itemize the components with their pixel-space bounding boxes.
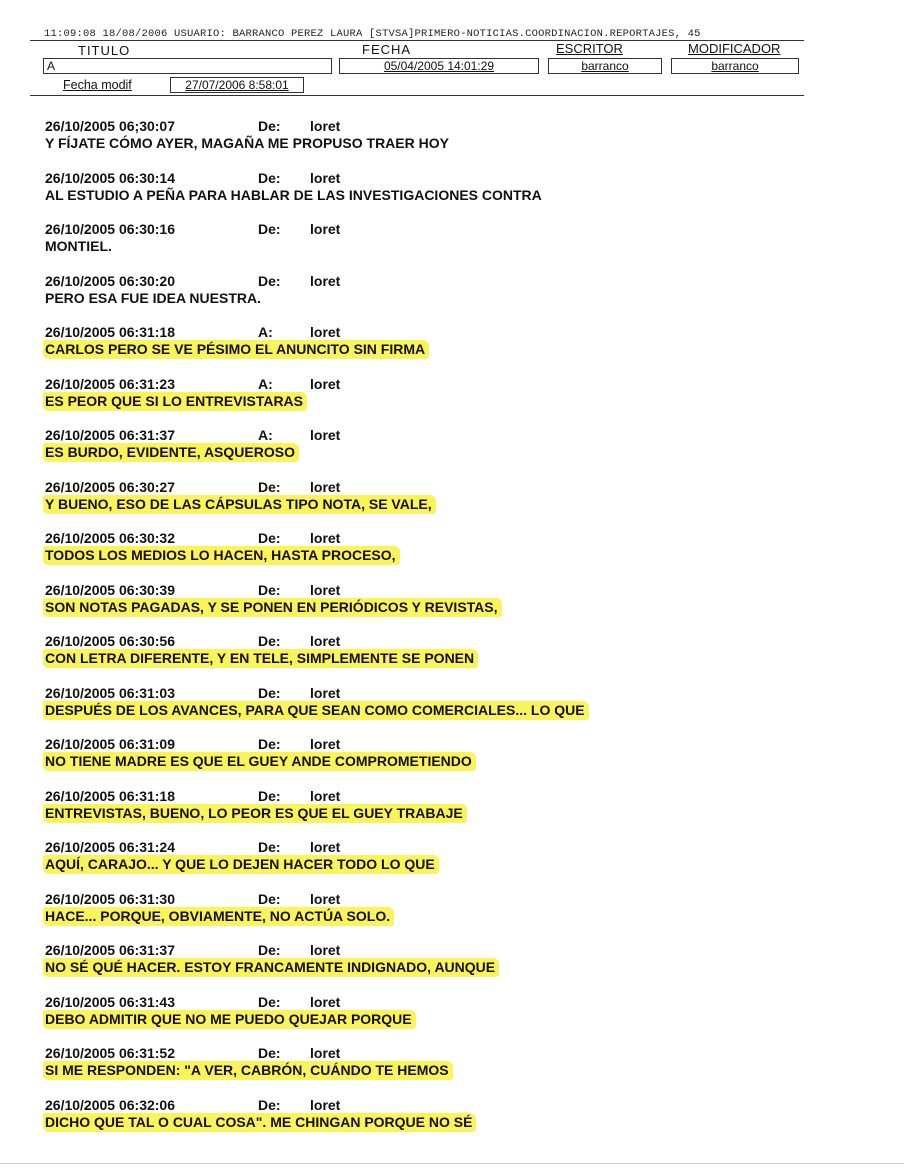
message-meta xyxy=(45,170,805,186)
message-entry xyxy=(45,994,805,1027)
message-text-row xyxy=(45,856,805,872)
highlighted-message-text: AQUÍ, CARAJO... Y QUE LO DEJEN HACER TODO LO QUE xyxy=(43,855,439,874)
message-direction: De: xyxy=(258,684,281,701)
message-meta xyxy=(45,273,805,289)
message-entry xyxy=(45,839,805,872)
message-entry xyxy=(45,685,805,718)
page-bottom-edge xyxy=(0,1163,904,1164)
highlighted-message-text: DICHO QUE TAL O CUAL COSA". ME CHINGAN PORQUE NO SÉ xyxy=(43,1113,476,1132)
message-direction: De: xyxy=(258,118,281,134)
message-timestamp: 26/10/2005 06:31:43 xyxy=(45,993,175,1010)
message-text-row xyxy=(45,959,805,975)
highlighted-message-text: Y BUENO, ESO DE LAS CÁPSULAS TIPO NOTA, SE VALE, xyxy=(43,495,436,514)
fecha-label: FECHA xyxy=(362,42,412,57)
message-entry xyxy=(45,1045,805,1078)
titulo-field: A xyxy=(43,58,332,74)
message-meta xyxy=(45,994,805,1010)
message-entry xyxy=(45,221,805,254)
message-entry xyxy=(45,273,805,306)
message-user: loret xyxy=(310,787,341,804)
print-header-line: 11:09:08 18/08/2006 USUARIO: BARRANCO PEREZ LAURA [STVSA]PRIMERO-NOTICIAS.COORDINACION.REPORTAJES, 45 xyxy=(44,28,701,40)
highlighted-message-text: NO TIENE MADRE ES QUE EL GUEY ANDE COMPROMETIENDO xyxy=(43,752,476,771)
message-meta xyxy=(45,1097,805,1113)
message-user: loret xyxy=(310,118,341,134)
message-text-row xyxy=(45,393,805,409)
highlighted-message-text: HACE... PORQUE, OBVIAMENTE, NO ACTÚA SOLO. xyxy=(43,907,394,926)
message-entry xyxy=(45,479,805,512)
highlighted-message-text: ES BURDO, EVIDENTE, ASQUEROSO xyxy=(43,443,299,462)
message-meta xyxy=(45,839,805,855)
highlighted-message-text: ENTREVISTAS, BUENO, LO PEOR ES QUE EL GUEY TRABAJE xyxy=(43,804,467,823)
message-direction: De: xyxy=(258,787,281,804)
message-direction: De: xyxy=(258,839,281,855)
modificador-label: MODIFICADOR xyxy=(688,41,781,56)
message-entry xyxy=(45,942,805,975)
message-entry xyxy=(45,170,805,203)
message-timestamp: 26/10/2005 06:30:16 xyxy=(45,221,175,237)
escritor-value: barranco xyxy=(581,59,629,73)
message-user: loret xyxy=(310,324,341,340)
message-direction: A: xyxy=(258,324,273,340)
message-meta xyxy=(45,376,805,392)
message-direction: De: xyxy=(258,581,281,598)
message-user: loret xyxy=(310,1045,341,1061)
message-timestamp: 26/10/2005 06:30:14 xyxy=(45,169,175,186)
highlighted-message-text: ES PEOR QUE SI LO ENTREVISTARAS xyxy=(43,392,307,411)
message-entry xyxy=(45,1097,805,1130)
escritor-field xyxy=(548,58,662,74)
message-direction: De: xyxy=(258,993,281,1010)
message-user: loret xyxy=(310,736,341,752)
highlighted-message-text: DEBO ADMITIR QUE NO ME PUEDO QUEJAR PORQUE xyxy=(43,1010,416,1029)
highlighted-message-text: TODOS LOS MEDIOS LO HACEN, HASTA PROCESO, xyxy=(43,546,400,565)
fecha-modif-label: Fecha modif xyxy=(63,78,132,92)
message-timestamp: 26/10/2005 06:31:37 xyxy=(45,427,175,443)
message-timestamp: 26/10/2005 06:30:32 xyxy=(45,530,175,546)
message-text-row xyxy=(45,496,805,512)
highlighted-message-text: SON NOTAS PAGADAS, Y SE PONEN EN PERIÓDICOS Y REVISTAS, xyxy=(43,598,502,617)
message-timestamp: 26/10/2005 06:31:18 xyxy=(45,787,175,804)
message-text: PERO ESA FUE IDEA NUESTRA. xyxy=(45,289,261,306)
message-direction: De: xyxy=(258,633,281,649)
message-text-row xyxy=(45,650,805,666)
message-direction: De: xyxy=(258,736,281,752)
message-text-row xyxy=(45,908,805,924)
fecha-value: 05/04/2005 14:01:29 xyxy=(383,59,495,73)
message-timestamp: 26/10/2005 06:31:03 xyxy=(45,684,175,701)
message-user: loret xyxy=(310,890,341,907)
message-direction: De: xyxy=(258,942,281,958)
message-user: loret xyxy=(310,375,341,392)
message-timestamp: 26/10/2005 06:31:09 xyxy=(45,736,175,752)
message-entry xyxy=(45,633,805,666)
message-timestamp: 26/10/2005 06;30:07 xyxy=(45,118,175,134)
message-direction: De: xyxy=(258,169,281,186)
message-text-row xyxy=(45,187,805,203)
message-text-row xyxy=(45,753,805,769)
message-user: loret xyxy=(310,427,341,443)
message-entry xyxy=(45,376,805,409)
message-meta xyxy=(45,427,805,443)
message-text-row xyxy=(45,547,805,563)
message-meta xyxy=(45,788,805,804)
message-direction: De: xyxy=(258,1096,281,1113)
message-user: loret xyxy=(310,221,341,237)
fecha-field xyxy=(339,58,539,74)
message-direction: De: xyxy=(258,478,281,495)
message-meta xyxy=(45,530,805,546)
modificador-value: barranco xyxy=(711,59,759,73)
message-timestamp: 26/10/2005 06:31:52 xyxy=(45,1045,175,1061)
message-user: loret xyxy=(310,993,341,1010)
message-user: loret xyxy=(310,684,341,701)
message-timestamp: 26/10/2005 06:31:24 xyxy=(45,839,175,855)
highlighted-message-text: SI ME RESPONDEN: "A VER, CABRÓN, CUÁNDO TE HEMOS xyxy=(43,1061,453,1080)
message-meta xyxy=(45,479,805,495)
message-text-row xyxy=(45,599,805,615)
message-timestamp: 26/10/2005 06:30:27 xyxy=(45,478,175,495)
message-meta xyxy=(45,736,805,752)
message-timestamp: 26/10/2005 06:30:20 xyxy=(45,272,175,289)
message-timestamp: 26/10/2005 06:31:37 xyxy=(45,942,175,958)
message-direction: De: xyxy=(258,221,281,237)
message-timestamp: 26/10/2005 06:32:06 xyxy=(45,1096,175,1113)
message-text: Y FÍJATE CÓMO AYER, MAGAÑA ME PROPUSO TRAER HOY xyxy=(45,135,449,151)
message-text-row xyxy=(45,444,805,460)
message-meta xyxy=(45,633,805,649)
message-text-row xyxy=(45,290,805,306)
message-text-row xyxy=(45,1011,805,1027)
modificador-field xyxy=(671,58,799,74)
message-direction: De: xyxy=(258,890,281,907)
message-entry xyxy=(45,427,805,460)
highlighted-message-text: DESPUÉS DE LOS AVANCES, PARA QUE SEAN COMO COMERCIALES... LO QUE xyxy=(43,701,589,720)
message-meta xyxy=(45,324,805,340)
message-user: loret xyxy=(310,530,341,546)
message-timestamp: 26/10/2005 06:30:39 xyxy=(45,581,175,598)
message-entry xyxy=(45,736,805,769)
message-meta xyxy=(45,582,805,598)
message-entry xyxy=(45,788,805,821)
titulo-label: TITULO xyxy=(78,43,131,58)
message-text-row xyxy=(45,1062,805,1078)
message-direction: De: xyxy=(258,1045,281,1061)
message-text-row xyxy=(45,238,805,254)
message-entry xyxy=(45,582,805,615)
message-text-row xyxy=(45,341,805,357)
message-user: loret xyxy=(310,272,341,289)
message-meta xyxy=(45,891,805,907)
message-direction: De: xyxy=(258,272,281,289)
message-timestamp: 26/10/2005 06:31:30 xyxy=(45,890,175,907)
message-meta xyxy=(45,942,805,958)
message-entry xyxy=(45,324,805,357)
message-text: AL ESTUDIO A PEÑA PARA HABLAR DE LAS INVESTIGACIONES CONTRA xyxy=(45,186,542,203)
fecha-modif-value: 27/07/2006 8:58:01 xyxy=(185,78,289,92)
message-user: loret xyxy=(310,942,341,958)
message-entry xyxy=(45,530,805,563)
message-text: MONTIEL. xyxy=(45,238,112,254)
message-direction: De: xyxy=(258,530,281,546)
highlighted-message-text: NO SÉ QUÉ HACER. ESTOY FRANCAMENTE INDIGNADO, AUNQUE xyxy=(43,958,499,977)
message-user: loret xyxy=(310,169,341,186)
message-user: loret xyxy=(310,478,341,495)
message-entry xyxy=(45,891,805,924)
message-user: loret xyxy=(310,633,341,649)
message-meta xyxy=(45,221,805,237)
highlighted-message-text: CARLOS PERO SE VE PÉSIMO EL ANUNCITO SIN FIRMA xyxy=(43,340,429,359)
message-text-row xyxy=(45,1114,805,1130)
message-direction: A: xyxy=(258,427,273,443)
message-user: loret xyxy=(310,1096,341,1113)
message-text-row xyxy=(45,805,805,821)
message-text-row xyxy=(45,135,805,151)
message-entry xyxy=(45,118,805,151)
highlighted-message-text: CON LETRA DIFERENTE, Y EN TELE, SIMPLEMENTE SE PONEN xyxy=(43,649,478,668)
message-text-row xyxy=(45,702,805,718)
message-timestamp: 26/10/2005 06:31:23 xyxy=(45,375,175,392)
message-meta xyxy=(45,1045,805,1061)
message-direction: A: xyxy=(258,375,273,392)
message-user: loret xyxy=(310,839,341,855)
message-timestamp: 26/10/2005 06:31:18 xyxy=(45,324,175,340)
header-bottom-rule xyxy=(30,95,804,96)
escritor-label: ESCRITOR xyxy=(556,41,623,56)
fecha-modif-field xyxy=(170,77,304,93)
message-user: loret xyxy=(310,581,341,598)
message-meta xyxy=(45,685,805,701)
message-meta xyxy=(45,118,805,134)
message-timestamp: 26/10/2005 06:30:56 xyxy=(45,633,175,649)
